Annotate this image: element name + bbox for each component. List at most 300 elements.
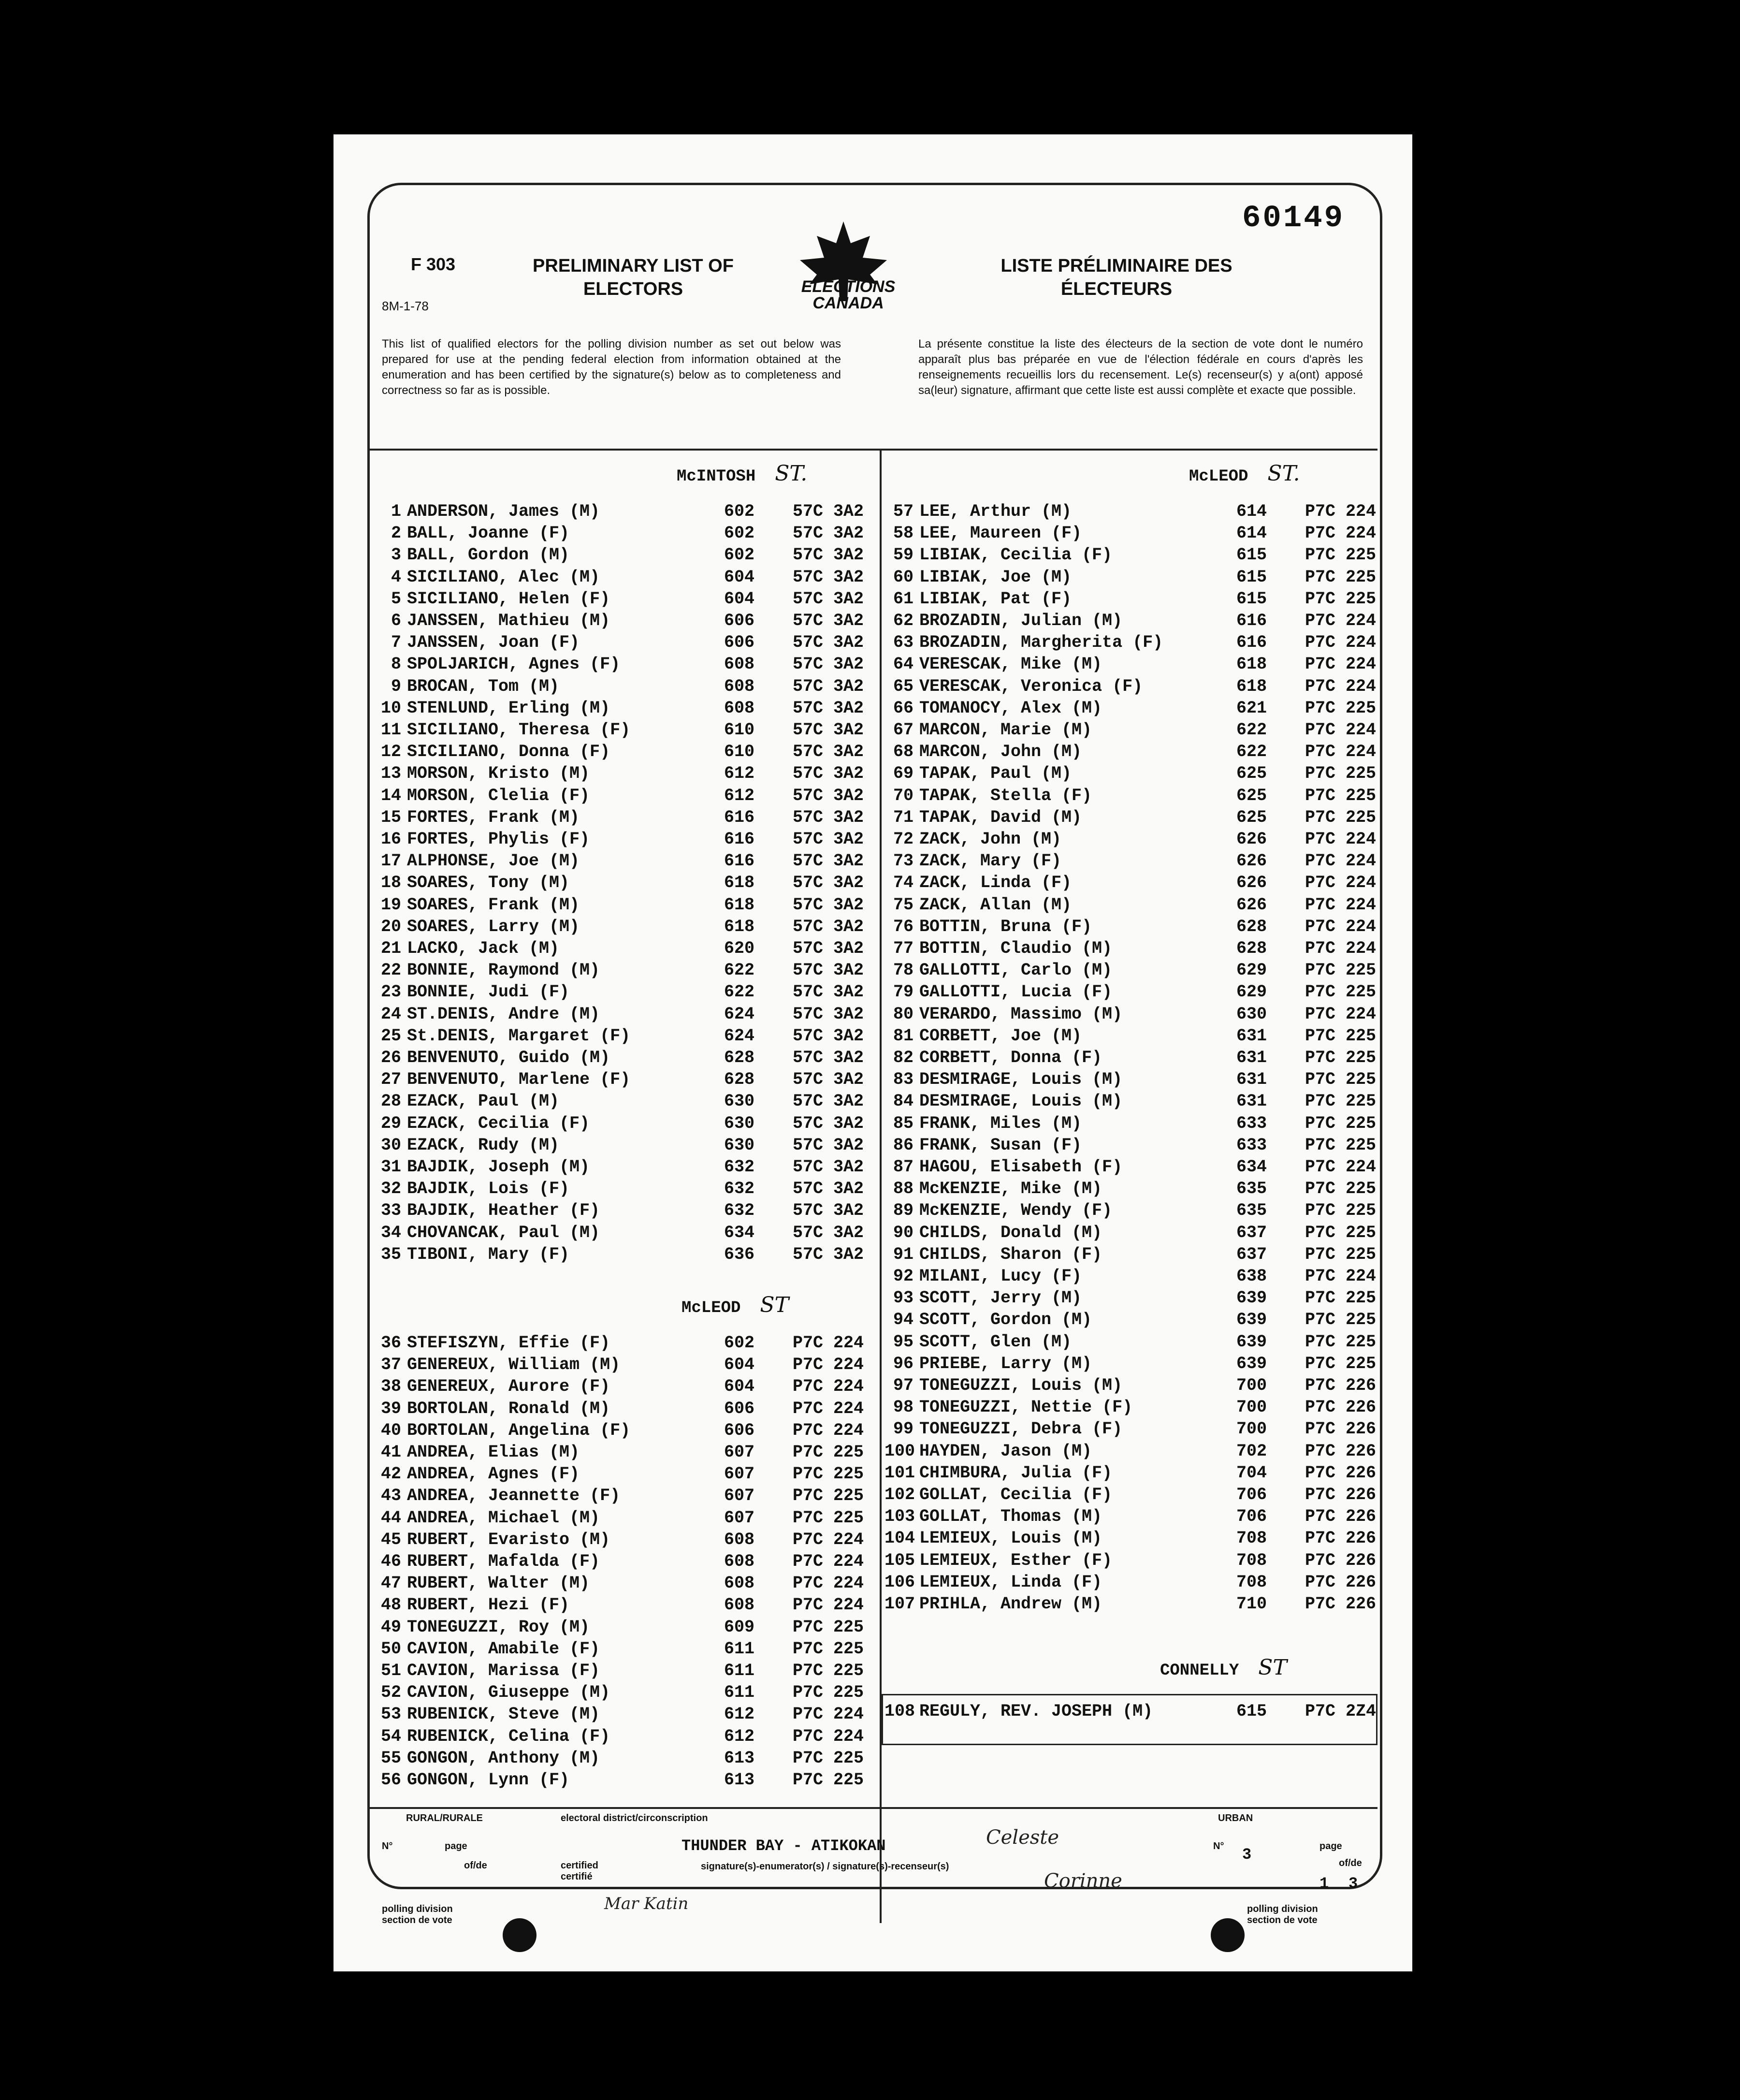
civic-number: 634 xyxy=(724,1223,755,1242)
postal-code: 57C 3A2 xyxy=(793,873,864,893)
civic-number: 606 xyxy=(724,611,755,630)
elector-name: RUBENICK, Steve (M) xyxy=(407,1705,600,1724)
postal-code: P7C 225 xyxy=(1305,1070,1377,1090)
postal-code: P7C 224 xyxy=(1305,676,1377,696)
postal-code: P7C 224 xyxy=(1305,611,1377,630)
elector-name: CAVION, Amabile (F) xyxy=(407,1639,600,1659)
postal-code: P7C 224 xyxy=(1305,742,1377,762)
civic-number: 700 xyxy=(1236,1398,1267,1417)
elector-name: GOLLAT, Cecilia (F) xyxy=(919,1485,1113,1504)
postal-code: P7C 224 xyxy=(793,1333,864,1353)
elector-number: 61 xyxy=(893,589,914,609)
elector-name: MARCON, Marie (M) xyxy=(919,720,1092,740)
postal-code: P7C 225 xyxy=(793,1683,864,1703)
elector-name: VERARDO, Massimo (M) xyxy=(919,1004,1123,1024)
postal-code: P7C 225 xyxy=(793,1486,864,1506)
civic-number: 602 xyxy=(724,524,755,543)
postal-code: P7C 225 xyxy=(793,1464,864,1484)
civic-number: 639 xyxy=(1236,1288,1267,1308)
elector-name: VERESCAK, Veronica (F) xyxy=(919,676,1143,696)
elector-number: 104 xyxy=(884,1529,915,1548)
postal-code: P7C 225 xyxy=(1305,961,1377,980)
elector-name: BENVENUTO, Marlene (F) xyxy=(407,1070,631,1090)
elector-number: 41 xyxy=(380,1443,401,1462)
civic-number: 631 xyxy=(1236,1026,1267,1046)
civic-number: 606 xyxy=(724,1399,755,1418)
postal-code: P7C 226 xyxy=(1305,1376,1377,1395)
civic-number: 706 xyxy=(1236,1507,1267,1527)
elector-name: JANSSEN, Joan (F) xyxy=(407,633,580,653)
postal-code: P7C 224 xyxy=(793,1552,864,1571)
civic-number: 629 xyxy=(1236,961,1267,980)
elector-name: HAGOU, Elisabeth (F) xyxy=(919,1157,1123,1177)
street-handwritten: ST xyxy=(760,1293,789,1317)
civic-number: 615 xyxy=(1236,567,1267,587)
postal-code: 57C 3A2 xyxy=(793,524,864,543)
postal-code: P7C 225 xyxy=(1305,589,1377,609)
elector-name: TONEGUZZI, Nettie (F) xyxy=(919,1398,1133,1417)
elector-name: LIBIAK, Cecilia (F) xyxy=(919,545,1113,565)
elector-name: TONEGUZZI, Debra (F) xyxy=(919,1419,1123,1439)
postal-code: 57C 3A2 xyxy=(793,895,864,915)
elector-name: RUBERT, Mafalda (F) xyxy=(407,1552,600,1571)
civic-number: 629 xyxy=(1236,982,1267,1002)
postal-code: P7C 225 xyxy=(1305,567,1377,587)
elector-name: CHILDS, Donald (M) xyxy=(919,1223,1102,1242)
civic-number: 638 xyxy=(1236,1267,1267,1286)
postal-code: P7C 225 xyxy=(1305,1244,1377,1264)
elector-name: DESMIRAGE, Louis (M) xyxy=(919,1092,1123,1111)
street-name: McINTOSH xyxy=(677,467,756,486)
elector-number: 4 xyxy=(391,567,401,587)
civic-number: 616 xyxy=(1236,611,1267,630)
civic-number: 618 xyxy=(724,895,755,915)
certified-label: certified certifié xyxy=(561,1860,598,1882)
civic-number: 628 xyxy=(724,1070,755,1090)
postal-code: P7C 224 xyxy=(1305,720,1377,740)
postal-code: P7C 224 xyxy=(1305,633,1377,653)
elector-number: 86 xyxy=(893,1135,914,1155)
elector-number: 43 xyxy=(380,1486,401,1506)
elector-number: 106 xyxy=(884,1572,915,1592)
civic-number: 639 xyxy=(1236,1332,1267,1352)
postal-code: P7C 224 xyxy=(793,1530,864,1549)
elector-name: LIBIAK, Joe (M) xyxy=(919,567,1072,587)
elector-name: CAVION, Giuseppe (M) xyxy=(407,1683,610,1703)
elector-name: LEMIEUX, Esther (F) xyxy=(919,1550,1113,1570)
elector-number: 20 xyxy=(380,917,401,936)
signature-label: signature(s)-enumerator(s) / signature(s)-recenseur(s) xyxy=(701,1861,949,1872)
elector-name: ZACK, Mary (F) xyxy=(919,851,1062,871)
postal-code: 57C 3A2 xyxy=(793,611,864,630)
civic-number: 604 xyxy=(724,1377,755,1397)
elector-number: 8 xyxy=(391,655,401,674)
postal-code: P7C 226 xyxy=(1305,1398,1377,1417)
postal-code: 57C 3A2 xyxy=(793,1179,864,1199)
elector-name: SOARES, Larry (M) xyxy=(407,917,580,936)
elector-name: BAJDIK, Joseph (M) xyxy=(407,1157,590,1177)
civic-number: 631 xyxy=(1236,1048,1267,1067)
civic-number: 628 xyxy=(1236,939,1267,958)
civic-number: 608 xyxy=(724,698,755,718)
civic-number: 634 xyxy=(1236,1157,1267,1177)
elector-number: 83 xyxy=(893,1070,914,1090)
no-label-left: N° xyxy=(382,1841,393,1852)
elector-name: STEFISZYN, Effie (F) xyxy=(407,1333,610,1353)
postal-code: P7C 224 xyxy=(793,1705,864,1724)
postal-code: P7C 225 xyxy=(1305,698,1377,718)
civic-number: 612 xyxy=(724,1705,755,1724)
civic-number: 618 xyxy=(1236,676,1267,696)
postal-code: 57C 3A2 xyxy=(793,1004,864,1024)
elector-number: 7 xyxy=(391,633,401,653)
elector-name: SICILIANO, Theresa (F) xyxy=(407,720,631,740)
elector-number: 47 xyxy=(380,1574,401,1593)
rural-label: RURAL/RURALE xyxy=(406,1813,483,1823)
elector-number: 16 xyxy=(380,830,401,849)
elector-number: 30 xyxy=(380,1135,401,1155)
elector-name: LIBIAK, Pat (F) xyxy=(919,589,1072,609)
elector-number: 60 xyxy=(893,567,914,587)
elector-name: MORSON, Kristo (M) xyxy=(407,764,590,784)
elector-number: 54 xyxy=(380,1726,401,1746)
elector-number: 9 xyxy=(391,676,401,696)
civic-number: 618 xyxy=(1236,655,1267,674)
footer-divider xyxy=(370,1807,1378,1809)
elector-name: EZACK, Paul (M) xyxy=(407,1092,560,1111)
elector-name: ZACK, Linda (F) xyxy=(919,873,1072,893)
elector-number: 59 xyxy=(893,545,914,565)
elector-name: STENLUND, Erling (M) xyxy=(407,698,610,718)
postal-code: 57C 3A2 xyxy=(793,1026,864,1046)
polling-division-label-left: polling division section de vote xyxy=(382,1904,453,1925)
elector-name: BORTOLAN, Ronald (M) xyxy=(407,1399,610,1418)
civic-number: 622 xyxy=(1236,720,1267,740)
postal-code: 57C 3A2 xyxy=(793,1201,864,1221)
elector-number: 52 xyxy=(380,1683,401,1703)
elector-name: ZACK, Allan (M) xyxy=(919,895,1072,915)
civic-number: 609 xyxy=(724,1617,755,1637)
elector-number: 94 xyxy=(893,1310,914,1330)
elector-name: CORBETT, Joe (M) xyxy=(919,1026,1082,1046)
postal-code: P7C 224 xyxy=(1305,1267,1377,1286)
elector-name: HAYDEN, Jason (M) xyxy=(919,1441,1092,1461)
elector-number: 44 xyxy=(380,1508,401,1528)
elector-name: ALPHONSE, Joe (M) xyxy=(407,851,580,871)
civic-number: 633 xyxy=(1236,1113,1267,1133)
civic-number: 610 xyxy=(724,742,755,762)
elector-name: SOARES, Frank (M) xyxy=(407,895,580,915)
elector-number: 79 xyxy=(893,982,914,1002)
postal-code: P7C 225 xyxy=(1305,1310,1377,1330)
elector-name: CHOVANCAK, Paul (M) xyxy=(407,1223,600,1242)
elector-number: 13 xyxy=(380,764,401,784)
polling-number: 3 xyxy=(1242,1846,1252,1864)
elector-number: 81 xyxy=(893,1026,914,1046)
district-value: THUNDER BAY - ATIKOKAN xyxy=(682,1837,886,1855)
elector-number: 34 xyxy=(380,1223,401,1242)
civic-number: 631 xyxy=(1236,1092,1267,1111)
postal-code: P7C 224 xyxy=(1305,524,1377,543)
elector-name: SCOTT, Jerry (M) xyxy=(919,1288,1082,1308)
postal-code: P7C 224 xyxy=(1305,502,1377,521)
postal-code: P7C 224 xyxy=(1305,895,1377,915)
civic-number: 610 xyxy=(724,720,755,740)
elector-number: 91 xyxy=(893,1244,914,1264)
elector-number: 84 xyxy=(893,1092,914,1111)
civic-number: 702 xyxy=(1236,1441,1267,1461)
street-handwritten: ST. xyxy=(1267,461,1300,486)
elector-name: BALL, Joanne (F) xyxy=(407,524,570,543)
street-handwritten: ST. xyxy=(775,461,808,486)
elector-name: CHILDS, Sharon (F) xyxy=(919,1244,1102,1264)
postal-code: P7C 226 xyxy=(1305,1441,1377,1461)
elector-number: 21 xyxy=(380,939,401,958)
elector-number: 5 xyxy=(391,589,401,609)
civic-number: 631 xyxy=(1236,1070,1267,1090)
elector-number: 42 xyxy=(380,1464,401,1484)
elector-name: GALLOTTI, Lucia (F) xyxy=(919,982,1113,1002)
elector-name: SPOLJARICH, Agnes (F) xyxy=(407,655,621,674)
civic-number: 621 xyxy=(1236,698,1267,718)
elector-number: 57 xyxy=(893,502,914,521)
civic-number: 611 xyxy=(724,1661,755,1680)
postal-code: 57C 3A2 xyxy=(793,939,864,958)
elector-number: 36 xyxy=(380,1333,401,1353)
enumerator-signature-3: Mar Katin xyxy=(604,1894,689,1913)
postal-code: P7C 224 xyxy=(793,1726,864,1746)
elector-number: 97 xyxy=(893,1376,914,1395)
elector-name: LEMIEUX, Louis (M) xyxy=(919,1529,1102,1548)
elector-name: LACKO, Jack (M) xyxy=(407,939,560,958)
civic-number: 626 xyxy=(1236,830,1267,849)
elector-number: 95 xyxy=(893,1332,914,1352)
elector-number: 2 xyxy=(391,524,401,543)
civic-number: 622 xyxy=(724,982,755,1002)
elector-number: 70 xyxy=(893,786,914,805)
district-label: electoral district/circonscription xyxy=(561,1813,708,1823)
elector-number: 74 xyxy=(893,873,914,893)
elector-name: McKENZIE, Mike (M) xyxy=(919,1179,1102,1199)
civic-number: 708 xyxy=(1236,1550,1267,1570)
civic-number: 616 xyxy=(724,830,755,849)
elector-name: CORBETT, Donna (F) xyxy=(919,1048,1102,1067)
elector-name: ANDREA, Elias (M) xyxy=(407,1443,580,1462)
civic-number: 613 xyxy=(724,1770,755,1790)
postal-code: P7C 225 xyxy=(1305,1288,1377,1308)
postal-code: P7C 226 xyxy=(1305,1507,1377,1527)
elector-number: 51 xyxy=(380,1661,401,1680)
postal-code: P7C 226 xyxy=(1305,1594,1377,1614)
postal-code: 57C 3A2 xyxy=(793,961,864,980)
civic-number: 608 xyxy=(724,676,755,696)
civic-number: 625 xyxy=(1236,764,1267,784)
elector-name: McKENZIE, Wendy (F) xyxy=(919,1201,1113,1221)
postal-code: P7C 224 xyxy=(1305,873,1377,893)
elector-name: VERESCAK, Mike (M) xyxy=(919,655,1102,674)
postal-code: 57C 3A2 xyxy=(793,567,864,587)
elector-number: 38 xyxy=(380,1377,401,1397)
civic-number: 700 xyxy=(1236,1419,1267,1439)
elector-number: 103 xyxy=(884,1507,915,1527)
postal-code: P7C 225 xyxy=(1305,1135,1377,1155)
postal-code: 57C 3A2 xyxy=(793,502,864,521)
elector-name: SICILIANO, Donna (F) xyxy=(407,742,610,762)
civic-number: 632 xyxy=(724,1179,755,1199)
elector-number: 22 xyxy=(380,961,401,980)
civic-number: 635 xyxy=(1236,1201,1267,1221)
postal-code: P7C 224 xyxy=(1305,1004,1377,1024)
postal-code: P7C 225 xyxy=(1305,1026,1377,1046)
elector-name: TOMANOCY, Alex (M) xyxy=(919,698,1102,718)
elector-name: SCOTT, Gordon (M) xyxy=(919,1310,1092,1330)
civic-number: 607 xyxy=(724,1464,755,1484)
elector-number: 63 xyxy=(893,633,914,653)
elector-number: 19 xyxy=(380,895,401,915)
civic-number: 637 xyxy=(1236,1244,1267,1264)
civic-number: 624 xyxy=(724,1004,755,1024)
elector-name: SICILIANO, Alec (M) xyxy=(407,567,600,587)
elector-name: GALLOTTI, Carlo (M) xyxy=(919,961,1113,980)
civic-number: 608 xyxy=(724,1552,755,1571)
elector-name: ST.DENIS, Andre (M) xyxy=(407,1004,600,1024)
elector-name: BONNIE, Raymond (M) xyxy=(407,961,600,980)
elector-number: 98 xyxy=(893,1398,914,1417)
civic-number: 708 xyxy=(1236,1529,1267,1548)
postal-code: P7C 225 xyxy=(1305,1113,1377,1133)
header-divider xyxy=(370,449,1378,451)
elector-name: FRANK, Miles (M) xyxy=(919,1113,1082,1133)
elector-number: 107 xyxy=(884,1594,915,1614)
elector-number: 80 xyxy=(893,1004,914,1024)
postal-code: P7C 224 xyxy=(793,1355,864,1375)
elector-name: EZACK, Cecilia (F) xyxy=(407,1113,590,1133)
electors-list-sheet xyxy=(334,134,1412,1971)
elector-number: 85 xyxy=(893,1113,914,1133)
postal-code: P7C 225 xyxy=(1305,786,1377,805)
civic-number: 608 xyxy=(724,1574,755,1593)
elector-number: 65 xyxy=(893,676,914,696)
postal-code: P7C 225 xyxy=(1305,545,1377,565)
civic-number: 608 xyxy=(724,1530,755,1549)
street-handwritten: ST xyxy=(1258,1655,1287,1680)
postal-code: 57C 3A2 xyxy=(793,982,864,1002)
punch-hole-left xyxy=(503,1918,536,1952)
form-number: F 303 xyxy=(411,254,456,274)
civic-number: 614 xyxy=(1236,524,1267,543)
elector-name: St.DENIS, Margaret (F) xyxy=(407,1026,631,1046)
elector-name: REGULY, REV. JOSEPH (M) xyxy=(919,1702,1153,1721)
elector-name: SCOTT, Glen (M) xyxy=(919,1332,1072,1352)
elector-number: 101 xyxy=(884,1463,915,1483)
civic-number: 602 xyxy=(724,502,755,521)
of-label-right: of/de xyxy=(1339,1858,1362,1868)
civic-number: 612 xyxy=(724,1726,755,1746)
elector-number: 72 xyxy=(893,830,914,849)
civic-number: 706 xyxy=(1236,1485,1267,1504)
elector-name: GONGON, Lynn (F) xyxy=(407,1770,570,1790)
elector-name: TAPAK, Stella (F) xyxy=(919,786,1092,805)
postal-code: P7C 225 xyxy=(1305,1223,1377,1242)
elector-name: ZACK, John (M) xyxy=(919,830,1062,849)
postal-code: P7C 2Z4 xyxy=(1305,1702,1377,1721)
elector-name: TAPAK, David (M) xyxy=(919,807,1082,827)
elector-name: BAJDIK, Heather (F) xyxy=(407,1201,600,1221)
elector-number: 75 xyxy=(893,895,914,915)
civic-number: 704 xyxy=(1236,1463,1267,1483)
civic-number: 607 xyxy=(724,1486,755,1506)
civic-number: 615 xyxy=(1236,1702,1267,1721)
elector-name: CAVION, Marissa (F) xyxy=(407,1661,600,1680)
postal-code: P7C 225 xyxy=(793,1443,864,1462)
civic-number: 616 xyxy=(724,807,755,827)
postal-code: P7C 226 xyxy=(1305,1572,1377,1592)
elector-name: BENVENUTO, Guido (M) xyxy=(407,1048,610,1067)
postal-code: 57C 3A2 xyxy=(793,786,864,805)
elector-name: GENEREUX, Aurore (F) xyxy=(407,1377,610,1397)
elector-name: ANDERSON, James (M) xyxy=(407,502,600,521)
elector-number: 24 xyxy=(380,1004,401,1024)
elector-number: 77 xyxy=(893,939,914,958)
elector-number: 89 xyxy=(893,1201,914,1221)
elector-number: 11 xyxy=(380,720,401,740)
civic-number: 637 xyxy=(1236,1223,1267,1242)
page-count: 3 xyxy=(1348,1875,1358,1893)
postal-code: P7C 224 xyxy=(793,1420,864,1440)
civic-number: 614 xyxy=(1236,502,1267,521)
elector-number: 64 xyxy=(893,655,914,674)
elector-number: 17 xyxy=(380,851,401,871)
civic-number: 612 xyxy=(724,764,755,784)
elector-name: GONGON, Anthony (M) xyxy=(407,1748,600,1768)
elector-number: 31 xyxy=(380,1157,401,1177)
elector-number: 27 xyxy=(380,1070,401,1090)
civic-number: 639 xyxy=(1236,1310,1267,1330)
postal-code: P7C 225 xyxy=(1305,1332,1377,1352)
elector-number: 10 xyxy=(380,698,401,718)
enumerator-signature-1: Celeste xyxy=(986,1826,1059,1849)
civic-number: 639 xyxy=(1236,1354,1267,1373)
elector-number: 28 xyxy=(380,1092,401,1111)
elector-name: DESMIRAGE, Louis (M) xyxy=(919,1070,1123,1090)
civic-number: 606 xyxy=(724,633,755,653)
civic-number: 604 xyxy=(724,567,755,587)
elector-number: 53 xyxy=(380,1705,401,1724)
elector-number: 25 xyxy=(380,1026,401,1046)
serial-number: 60149 xyxy=(1242,201,1345,236)
elector-number: 68 xyxy=(893,742,914,762)
elector-number: 23 xyxy=(380,982,401,1002)
postal-code: 57C 3A2 xyxy=(793,676,864,696)
postal-code: P7C 224 xyxy=(1305,939,1377,958)
postal-code: P7C 224 xyxy=(1305,917,1377,936)
civic-number: 602 xyxy=(724,545,755,565)
page-label-right: page xyxy=(1320,1841,1342,1852)
civic-number: 611 xyxy=(724,1683,755,1703)
street-heading-mcintosh xyxy=(677,461,807,486)
elector-name: RUBERT, Hezi (F) xyxy=(407,1595,570,1615)
postal-code: P7C 224 xyxy=(793,1595,864,1615)
elector-number: 73 xyxy=(893,851,914,871)
civic-number: 626 xyxy=(1236,873,1267,893)
elector-number: 67 xyxy=(893,720,914,740)
civic-number: 602 xyxy=(724,1333,755,1353)
postal-code: P7C 224 xyxy=(793,1574,864,1593)
elector-name: RUBENICK, Celina (F) xyxy=(407,1726,610,1746)
civic-number: 612 xyxy=(724,786,755,805)
elector-name: BONNIE, Judi (F) xyxy=(407,982,570,1002)
elector-number: 55 xyxy=(380,1748,401,1768)
